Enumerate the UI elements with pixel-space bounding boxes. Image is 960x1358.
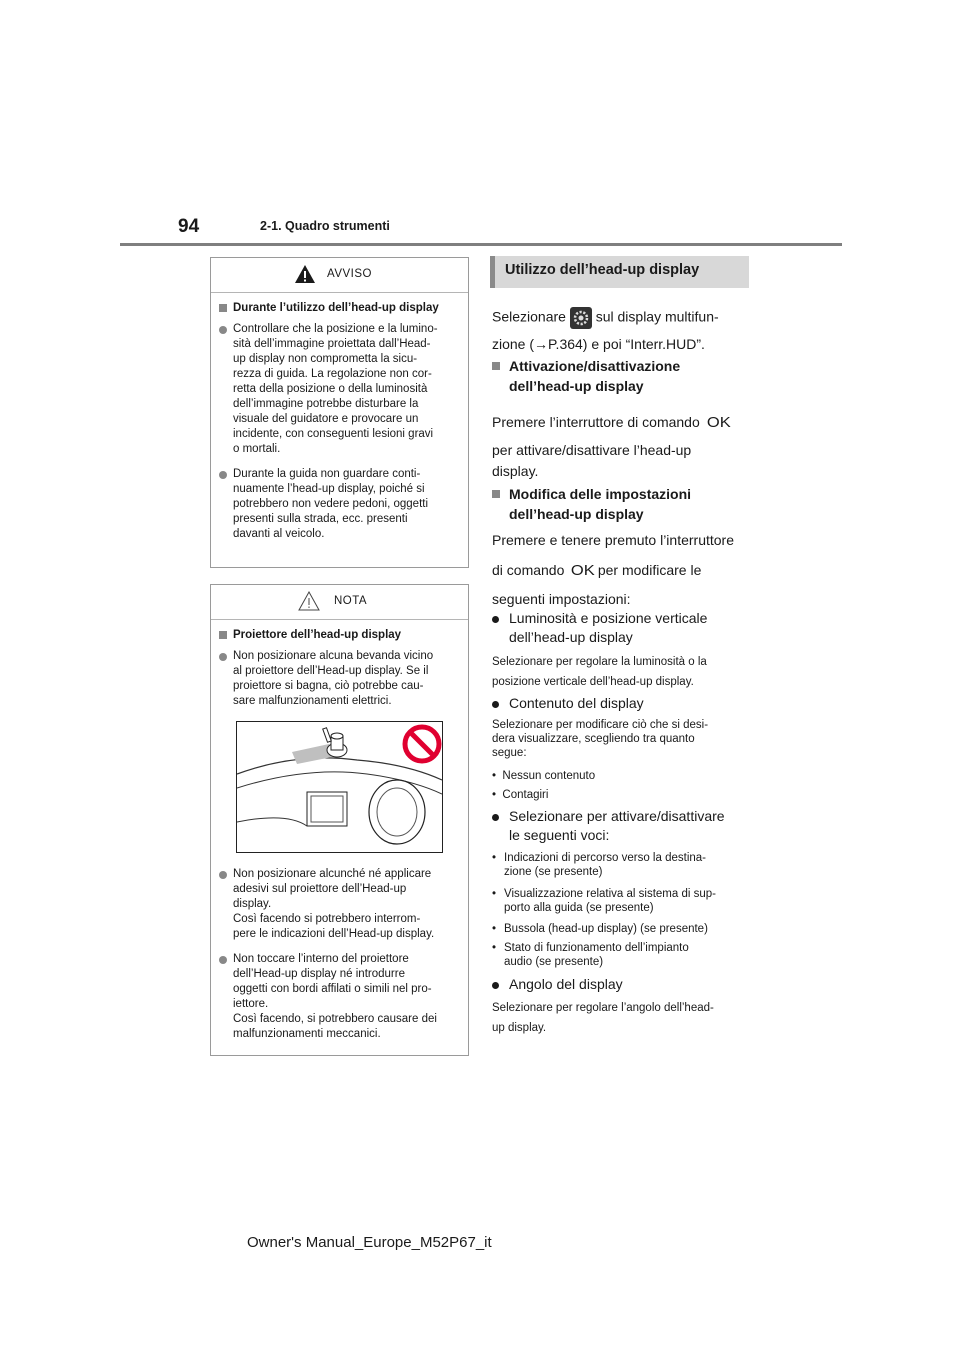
notice-bullet: Non posizionare alcuna bevanda vicino al proiettore dell’Head-up display. Se il proiettore si bagna, ciò potrebbe cau- sare malfunzionamenti elettrici.	[219, 649, 458, 709]
warning-box	[210, 257, 469, 568]
dashboard-drawing	[237, 722, 442, 852]
footer-manual-id: Owner's Manual_Europe_M52P67_it	[247, 1234, 492, 1251]
setting-item-angle: Angolo del display	[492, 975, 623, 993]
subheading-on-off: Attivazione/disattivazione dell’head-up display	[492, 356, 680, 396]
round-bullet-icon	[219, 326, 227, 334]
setting-item-brightness-desc: Selezionare per regolare la luminosità o la posizione verticale dell’head-up display.	[492, 656, 707, 688]
projector-illustration	[236, 721, 443, 853]
square-bullet-icon	[492, 362, 500, 370]
section-title: 2-1. Quadro strumenti	[260, 219, 390, 233]
toggle-list-item: • Bussola (head-up display) (se presente)	[492, 923, 708, 935]
subheading-settings: Modifica delle impostazioni dell’head-up display	[492, 484, 691, 524]
warning-bullet: Durante la guida non guardare conti- nuamente l’head-up display, poiché si potrebbero non vedere pedoni, oggetti presenti sulla strada, ecc. presenti davanti al veicolo.	[219, 467, 458, 542]
round-bullet-icon	[492, 616, 499, 623]
notice-bullet: Non toccare l’interno del proiettore dell’Head-up display né introdurre oggetti con bordi affilati o simili nel pro- iettore. Così facendo, si potrebbero causare dei malfunzionamenti meccanici.	[219, 952, 458, 1042]
setting-item-toggle: Selezionare per attivare/disattivare le seguenti voci:	[492, 807, 725, 845]
round-bullet-icon	[219, 471, 227, 479]
page-number: 94	[178, 216, 200, 237]
content-list-item: • Nessun contenuto	[492, 770, 596, 782]
setting-item-angle-desc: Selezionare per regolare l’angolo dell’head- up display.	[492, 1002, 714, 1034]
toggle-list-item: • Indicazioni di percorso verso la destina- zione (se presente)	[492, 852, 706, 878]
settings-text-3: seguenti impostazioni:	[492, 591, 631, 607]
setting-item-brightness: Luminosità e posizione verticale dell’head-up display	[492, 609, 707, 647]
settings-gear-icon	[570, 307, 592, 329]
square-bullet-icon	[219, 631, 227, 639]
round-bullet-icon	[492, 982, 499, 989]
notice-subheading: Proiettore dell’head-up display	[219, 628, 458, 643]
setting-item-content: Contenuto del display	[492, 694, 644, 712]
right-section-title: Utilizzo dell’head-up display	[490, 256, 749, 288]
settings-text-1: Premere e tenere premuto l’interruttore	[492, 532, 734, 548]
warning-box-header	[211, 258, 468, 293]
intro-line-2: zione (→P.364) e poi “Interr.HUD”.	[492, 336, 705, 352]
round-bullet-icon	[219, 956, 227, 964]
intro-line-1: Selezionare sul display multifun-	[492, 307, 762, 329]
round-bullet-icon	[492, 814, 499, 821]
round-bullet-icon	[219, 653, 227, 661]
round-bullet-icon	[492, 701, 499, 708]
settings-text-2: di comando OK per modificare le	[492, 562, 702, 579]
square-bullet-icon	[219, 304, 227, 312]
round-bullet-icon	[219, 871, 227, 879]
header-rule	[120, 243, 842, 246]
notice-box-header	[211, 585, 468, 620]
on-off-text-3: display.	[492, 463, 539, 479]
toggle-list-item: • Visualizzazione relativa al sistema di sup- porto alla guida (se presente)	[492, 888, 716, 914]
notice-box	[210, 584, 469, 1056]
content-list-item: • Contagiri	[492, 789, 549, 801]
on-off-text-1: Premere l’interruttore di comando OK	[492, 414, 731, 431]
warning-title: AVVISO	[327, 268, 372, 280]
on-off-text-2: per attivare/disattivare l’head-up	[492, 442, 692, 458]
ok-switch-icon: OK	[706, 414, 731, 431]
toggle-list-item: • Stato di funzionamento dell’impianto audio (se presente)	[492, 942, 689, 968]
warning-bullet: Controllare che la posizione e la lumino- sità dell’immagine proiettata dall’Head- up display non comprometta la sicu- rezza di guida. La regolazione non cor- retta della posizione o della luminosità dell’immagine potrebbe disturbare la visuale del guidatore e provocare un incidente, con conseguenti lesioni gravi o mortali.	[219, 322, 458, 457]
notice-bullet: Non posizionare alcunché né applicare adesivi sul proiettore dell’Head-up display. Così facendo si potrebbero interrom- pere le indicazioni dell’Head-up display.	[219, 867, 458, 942]
notice-title: NOTA	[333, 595, 368, 607]
ok-switch-icon: OK	[571, 562, 596, 579]
setting-item-content-desc: Selezionare per modificare ciò che si desi- dera visualizzare, scegliendo tra quanto segue:	[492, 719, 709, 759]
warning-subheading: Durante l’utilizzo dell’head-up display	[219, 301, 458, 316]
square-bullet-icon	[492, 490, 500, 498]
